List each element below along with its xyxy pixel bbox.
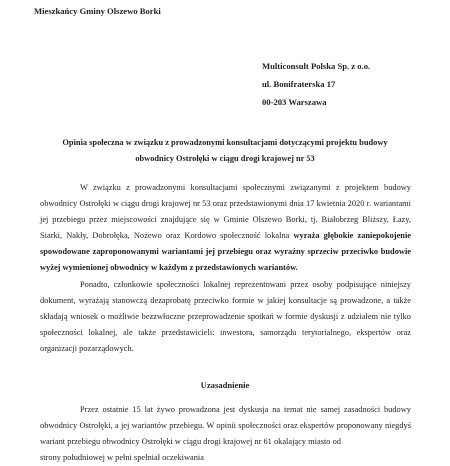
paragraph-1 bbox=[40, 180, 411, 277]
recipient-name: Multiconsult Polska Sp. z o.o. bbox=[262, 61, 371, 71]
sender-heading: Mieszkańcy Gminy Olszewo Borki bbox=[34, 6, 161, 16]
document-title bbox=[40, 135, 410, 167]
rationale-text bbox=[40, 402, 411, 466]
rationale-cut-line: strony południowej w pełni spełniał oczekiwania bbox=[40, 453, 204, 463]
recipient-city: 00-203 Warszawa bbox=[262, 97, 327, 107]
section-heading-rationale: Uzasadnienie bbox=[200, 380, 250, 390]
paragraph-2: Ponadto, członkowie społeczności lokalnej reprezentowani przez osoby podpisujące niniejszy dokument, wyrażają stanowczą dezaprobatę przeciwko formie w jakiej konsultacje są prowadzone, a także składają wniosek o możliwie bezzwłoczne przeprowadzenie spotkań w formie dyskusji z udziałem nie tylko społeczności lokalnej, ale także przedstawicieli: inwestora, samorządu terytorialnego, ekspertów oraz organizacji pozarządowych. bbox=[40, 279, 411, 353]
title-line-1: Opinia społeczna w związku z prowadzonymi konsultacjami dotyczącymi projektu budowy bbox=[62, 138, 388, 147]
title-line-2: obwodnicy Ostrołęki w ciągu drogi krajowej nr 53 bbox=[135, 154, 315, 163]
body-text bbox=[40, 180, 411, 357]
recipient-street: ul. Bonifraterska 17 bbox=[262, 79, 336, 89]
recipient-address bbox=[262, 57, 370, 111]
paragraph-1-plain: W związku z prowadzonymi konsultacjami społecznymi związanymi z projektem budowy obwodnicy Ostrołęki w ciągu drogi krajowej nr 53 oraz przedstawionymi dnia 17 kwietnia 2020 r. wariantami jej przebiegu przez miejscowości znajdujące się w Gminie Olszewo Borki, tj. Białobrzeg Bliższy, Łazy, Siarki, Nakły, Dobrołęka, Nożewo oraz Kordowo społeczność lokalna bbox=[40, 183, 411, 241]
rationale-paragraph-1: Przez ostatnie 15 lat żywo prowadzona jest dyskusja na temat nie samej zasadności budowy obwodnicy Ostrołęki, a jej wariantów przebiegu. W opinii społeczności oraz ekspertów proponowany niegdyś wariant przebiegu obwodnicy Ostrołęki w ciągu drogi krajowej nr 61 okalający miasto od bbox=[40, 405, 411, 447]
paragraph-1-bold: wyraża głębokie zaniepokojenie spowodowane zaproponowanymi wariantami jej przebiegu oraz wyraźny sprzeciw przeciwko budowie wyżej wymienionej obwodnicy w każdym z przedstawionych wariantów. bbox=[40, 231, 412, 273]
